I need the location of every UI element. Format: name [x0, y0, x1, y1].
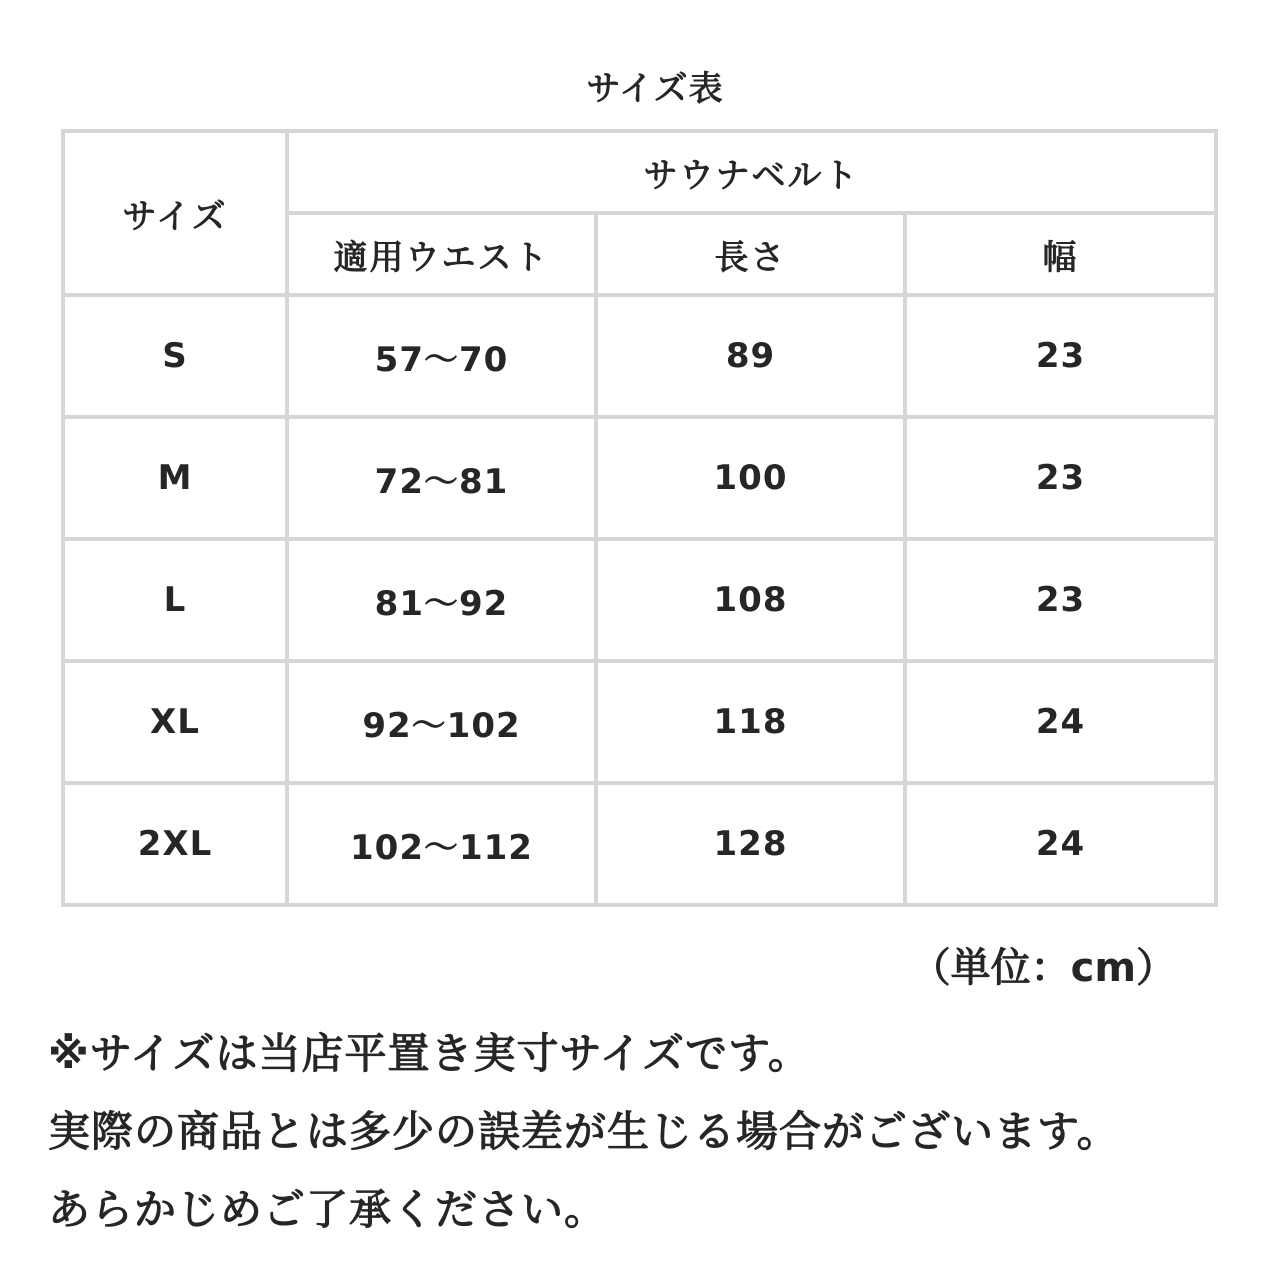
width-cell: 23	[905, 539, 1216, 661]
length-cell: 100	[596, 417, 905, 539]
waist-cell: 57～70	[287, 295, 596, 417]
waist-cell: 72～81	[287, 417, 596, 539]
length-cell: 128	[596, 783, 905, 905]
width-cell: 24	[905, 661, 1216, 783]
table-row	[63, 417, 1216, 539]
size-cell: S	[63, 295, 287, 417]
table-row	[63, 661, 1216, 783]
length-cell: 108	[596, 539, 905, 661]
width-cell: 23	[905, 295, 1216, 417]
table-row	[63, 295, 1216, 417]
unit-label: （単位：cm）	[910, 945, 1176, 991]
length-column-header: 長さ	[596, 213, 905, 295]
width-cell: 24	[905, 783, 1216, 905]
note-line: 実際の商品とは多少の誤差が生じる場合がございます。	[48, 1107, 1120, 1156]
size-cell: L	[63, 539, 287, 661]
length-cell: 118	[596, 661, 905, 783]
waist-column-header: 適用ウエスト	[287, 213, 596, 295]
note-line: ※サイズは当店平置き実寸サイズです。	[48, 1029, 811, 1078]
size-header: サイズ	[63, 131, 287, 295]
width-column-header: 幅	[905, 213, 1216, 295]
note-line: あらかじめご了承ください。	[48, 1185, 608, 1234]
table-row	[63, 783, 1216, 905]
waist-cell: 92～102	[287, 661, 596, 783]
size-cell: XL	[63, 661, 287, 783]
table-header-row	[63, 131, 1216, 213]
product-group-header: サウナベルト	[287, 131, 1216, 213]
table-row	[63, 539, 1216, 661]
width-cell: 23	[905, 417, 1216, 539]
length-cell: 89	[596, 295, 905, 417]
notes	[48, 1015, 1268, 1249]
page-title: サイズ表	[586, 69, 724, 109]
waist-cell: 81～92	[287, 539, 596, 661]
waist-cell: 102～112	[287, 783, 596, 905]
size-table	[61, 129, 1218, 907]
size-cell: 2XL	[63, 783, 287, 905]
size-cell: M	[63, 417, 287, 539]
